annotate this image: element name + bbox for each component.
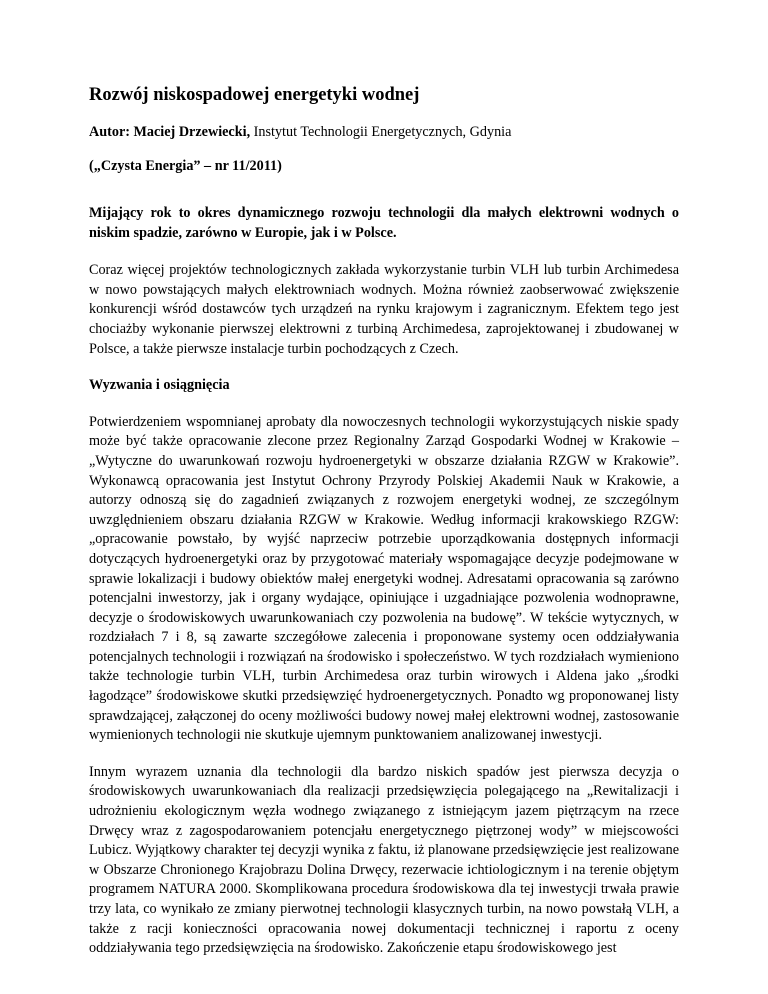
section-heading: Wyzwania i osiągnięcia [89,377,230,394]
author-affiliation: Instytut Technologii Energetycznych, Gdynia [250,124,512,140]
document-page [89,84,679,976]
source-citation: („Czysta Energia” – nr 11/2011) [89,158,282,174]
lead-paragraph: Mijający rok to okres dynamicznego rozwoju technologii dla małych elektrowni wodnych o niskim spadzie, zarówno w Europie, jak i w Polsce. [89,205,679,241]
document-title: Rozwój niskospadowej energetyki wodnej [89,85,420,105]
paragraph-3: Innym wyrazem uznania dla technologii dla bardzo niskich spadów jest pierwsza decyzja o środowiskowych uwarunkowaniach dla realizacji przedsięwzięcia polegającego na „Rewitalizacji i udrożnieniu ekologicznym węzła wodnego związanego z istniejącym jazem piętrzącym na rzece Drwęcy wraz z zagospodarowaniem potencjału energetycznego piętrzonej wody” w miejscowości Lubicz. Wyjątkowy charakter tej decyzji wynika z faktu, iż planowane przedsięwzięcie jest realizowane w Obszarze Chronionego Krajobrazu Dolina Drwęcy, rezerwacie ichtiologicznym i na terenie objętym programem NATURA 2000. Skomplikowana procedura środowiskowa dla tej inwestycji trwała prawie trzy lata, co wynikało ze zmiany pierwotnej technologii klasycznych turbin, na nowo powstałą VLH, a także z racji konieczności opracowania nowej dokumentacji technicznej i raportu z oceny oddziaływania tego przedsięwzięcia na środowisko. Zakończenie etapu środowiskowego jest [89,763,679,957]
author-name: Autor: Maciej Drzewiecki, [89,124,251,140]
paragraph-1: Coraz więcej projektów technologicznych zakłada wykorzystanie turbin VLH lub turbin Archimedesa w nowo powstających małych elektrowniach wodnych. Można również zaobserwować zwiększenie konkurencji wśród dostawców tych urządzeń na rynku krajowym i zagranicznym. Efektem tego jest chociażby wykonanie pierwszej elektrowni z turbiną Archimedesa, zaprojektowanej i zbudowanej w Polsce, a także pierwsze instalacje turbin pochodzących z Czech. [89,262,679,357]
source-line [89,157,679,176]
author-line [89,123,679,142]
paragraph-2: Potwierdzeniem wspomnianej aprobaty dla nowoczesnych technologii wykorzystujących niskie spady może być także opracowanie zlecone przez Regionalny Zarząd Gospodarki Wodnej w Krakowie – „Wytyczne do uwarunkowań rozwoju hydroenergetyki w obszarze działania RZGW w Krakowie”. Wykonawcą opracowania jest Instytut Ochrony Przyrody Polskiej Akademii Nauk w Krakowie, a autorzy odnoszą się do zagadnień związanych z rozwojem energetyki wodnej, ze szczególnym uwzględnieniem obszaru działania RZGW w Krakowie. Według informacji krakowskiego RZGW: „opracowanie powstało, by wyjść naprzeciw potrzebie uporządkowania dostępnych informacji dotyczących hydroenergetyki oraz by przygotować materiały wspomagające decyzje podejmowane w sprawie lokalizacji i budowy obiektów małej energetyki wodnej. Adresatami opracowania są zarówno potencjalni inwestorzy, jak i organy wydające, opiniujące i uzgadniające pozwolenia wodnoprawne, decyzje o środowiskowych uwarunkowaniach czy pozwolenia na budowę”. W tekście wytycznych, w rozdziałach 7 i 8, są zawarte szczegółowe zalecenia i proponowane systemy ocen oddziaływania potencjalnych technologii i rozwiązań na środowisko i społeczeństwo. W tych rozdziałach wymieniono także technologie turbin VLH, turbin Archimedesa oraz turbin wirowych i Aldena jako „środki łagodzące” środowiskowe skutki przedsięwzięć hydroenergetycznych. Ponadto wg proponowanej listy sprawdzającej, załączonej do oceny możliwości budowy nowej małej elektrowni wodnej, zastosowanie wymienionych technologii nie skutkuje ujemnym punktowaniem analizowanej inwestycji. [89,413,679,744]
